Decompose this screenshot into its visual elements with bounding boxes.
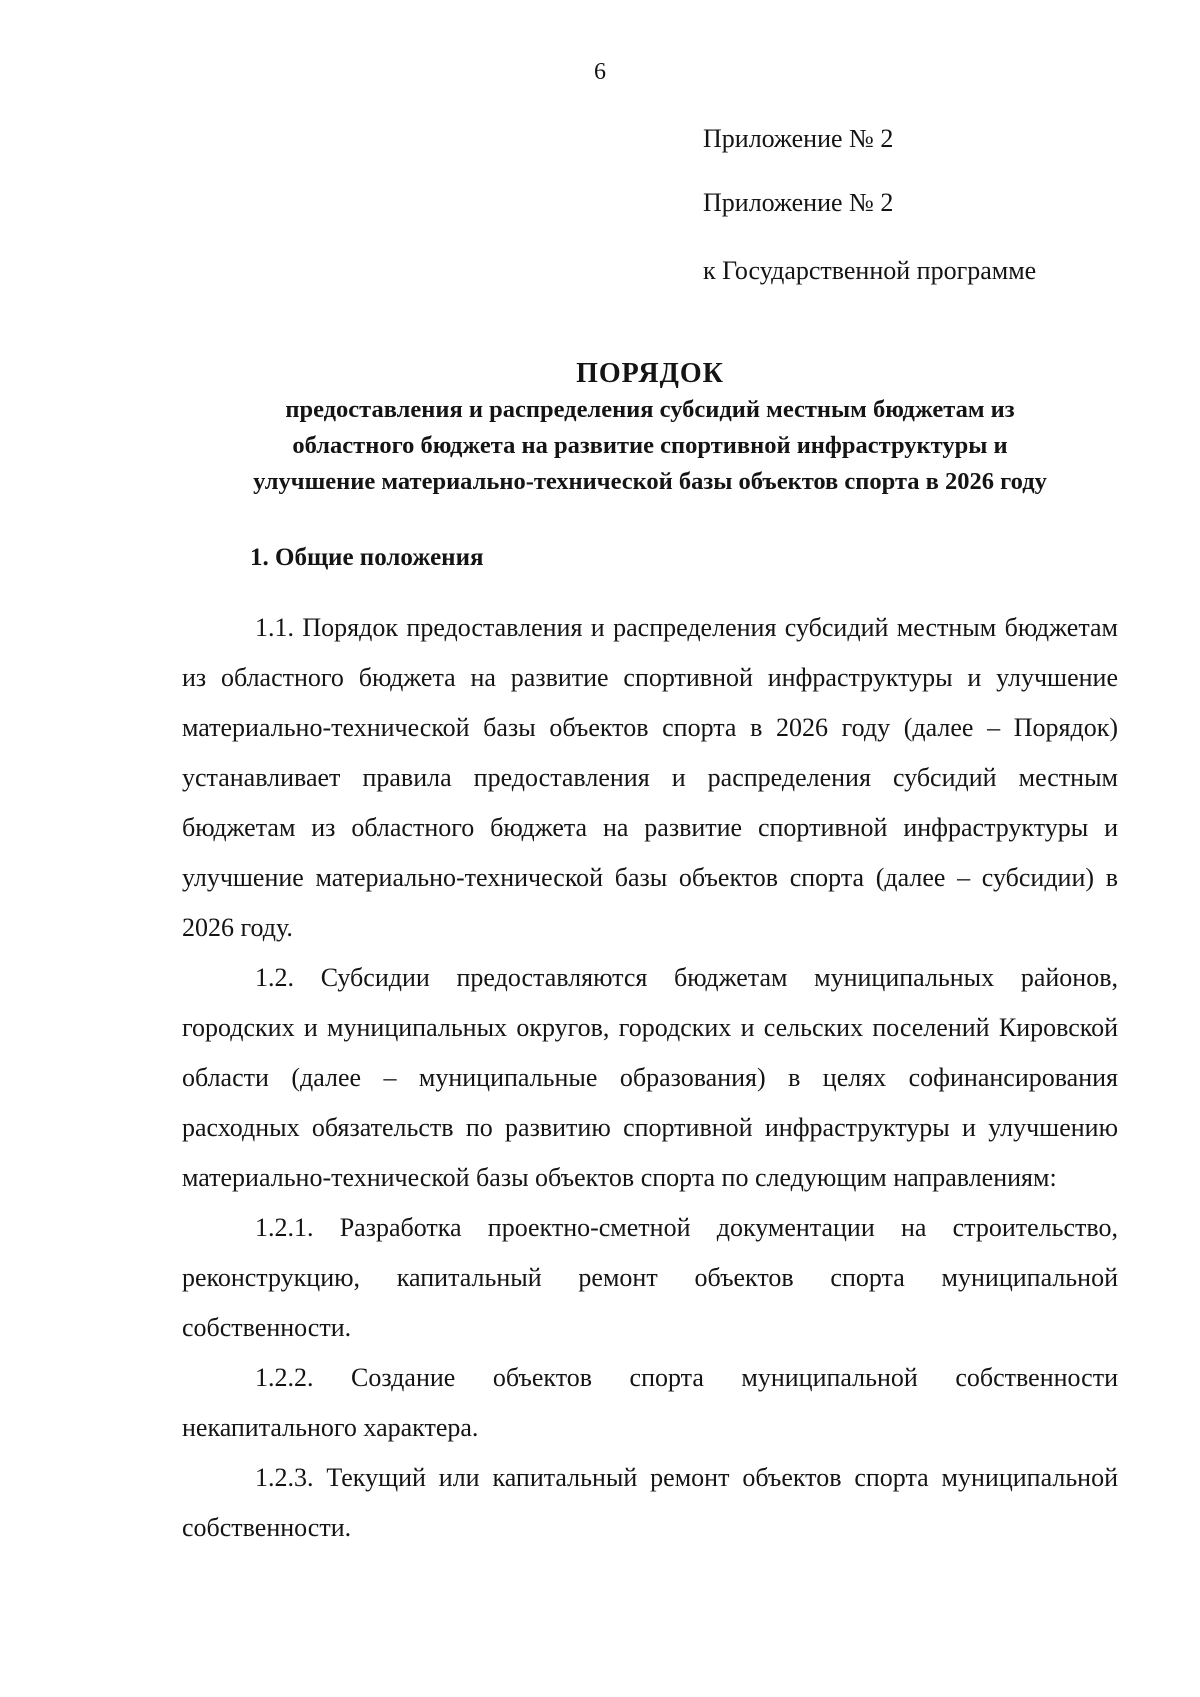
appendix-program-reference: к Государственной программе [703,256,1037,285]
document-subtitle-line-1: предоставления и распределения субсидий местным бюджетам из [285,396,1015,423]
document-title: ПОРЯДОК [576,358,724,389]
section-heading-general-provisions: 1. Общие положения [250,544,484,571]
document-body [182,603,1118,1553]
paragraph-1-2-2: 1.2.2. Создание объектов спорта муниципальной собственности некапитального характера. [182,1363,1118,1442]
paragraph-1-2-1: 1.2.1. Разработка проектно-сметной документации на строительство, реконструкцию, капитальный ремонт объектов спорта муниципальной собственности. [182,1213,1118,1342]
paragraph-1-2: 1.2. Субсидии предоставляются бюджетам муниципальных районов, городских и муниципальных округов, городских и сельских поселений Кировской области (далее – муниципальные образования) в целях софинансирования расходных обязательств по развитию спортивной инфраструктуры и улучшению материально-технической базы объектов спорта по следующим направлениям: [182,963,1118,1192]
page-number: 6 [594,59,606,85]
paragraph-1-2-3: 1.2.3. Текущий или капитальный ремонт объектов спорта муниципальной собственности. [182,1463,1118,1542]
appendix-label-repeat: Приложение № 2 [703,188,894,217]
appendix-label: Приложение № 2 [703,124,894,153]
document-subtitle-line-3: улучшение материально-технической базы объектов спорта в 2026 году [253,468,1047,495]
document-title-block [150,356,1150,500]
paragraph-1-1: 1.1. Порядок предоставления и распределения субсидий местным бюджетам из областного бюджета на развитие спортивной инфраструктуры и улучшение материально-технической базы объектов спорта в 2026 году (далее – Порядок) устанавливает правила предоставления и распределения субсидий местным бюджетам из областного бюджета на развитие спортивной инфраструктуры и улучшение материально-технической базы объектов спорта (далее – субсидии) в 2026 году. [182,613,1118,942]
document-subtitle-line-2: областного бюджета на развитие спортивной инфраструктуры и [292,432,1008,459]
